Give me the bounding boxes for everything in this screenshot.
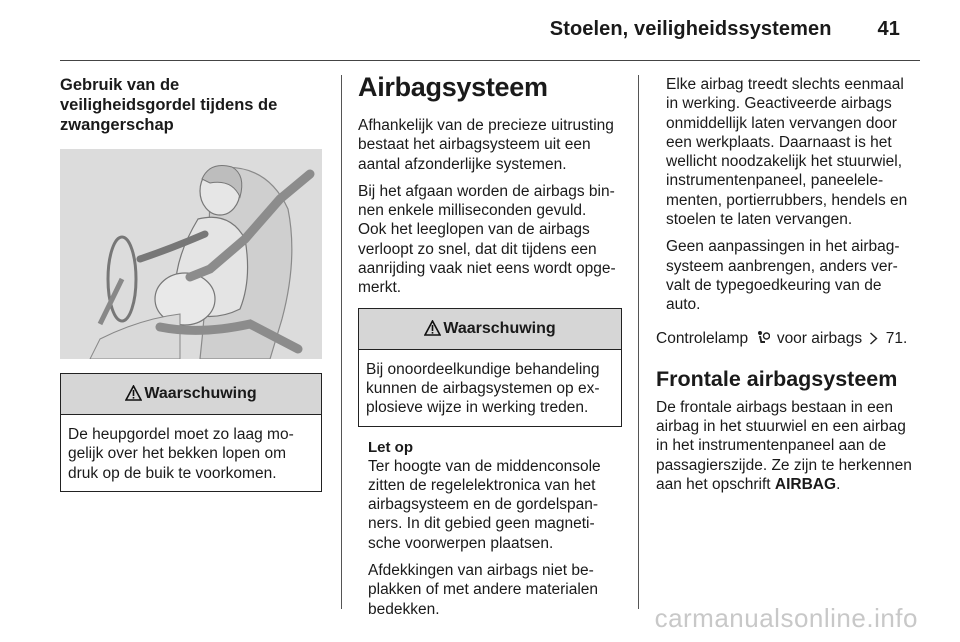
airbag-intro-paragraph [358,116,622,174]
warning-line: druk op de buik te voorkomen. [68,464,277,482]
warning-header [359,309,621,350]
warning-body [359,350,621,426]
warning-line: Bij onoordeelkundige behandeling [366,360,600,378]
column-divider-1 [341,75,342,609]
text-line: een werkplaats. Daarnaast is het [666,133,892,151]
text-line: onmiddellijk laten vervangen door [666,114,897,132]
text-line: Bij het afgaan worden de airbags bin- [358,182,615,200]
airbag-warning-lamp-icon [756,330,770,346]
text-line: ners. In dit gebied geen magneti- [368,515,595,533]
control-lamp-reference [656,329,924,348]
note-block [358,439,622,619]
control-lamp-label: Controlelamp [656,329,749,347]
heading-line: zwangerschap [60,116,174,134]
page-header [0,0,960,62]
pregnancy-heading [60,75,322,135]
warning-line: De heupgordel moet zo laag mo- [68,426,294,443]
column-2 [358,72,622,627]
text-line: bedekken. [368,600,440,618]
airbag-deploy-paragraph [358,182,622,298]
text-line: valt de typegoedkeuring van de [666,276,882,294]
note-title: Let op [368,438,413,456]
text-line: systeem aanbrengen, anders ver- [666,257,898,275]
warning-line: plosieve wijze in werking treden. [366,399,589,417]
text-line: bestaat het airbagsysteem uit een [358,136,591,154]
warning-line: kunnen de airbagsystemen op ex- [366,379,600,397]
text-line [656,475,924,494]
text-line: passagierszijde. Ze zijn te herkennen [656,456,912,474]
warning-title: Waarschuwing [443,319,556,337]
page-number: 41 [877,18,900,40]
text-line: Elke airbag treedt slechts eenmaal [666,76,904,93]
text-line: Ook het leeglopen van de airbags [358,221,590,239]
text-line: in werking. Geactiveerde airbags [666,95,892,113]
text-line: De frontale airbags bestaan in een [656,398,893,416]
warning-triangle-icon [125,385,142,401]
note-paragraph [368,561,622,619]
header-rule [60,60,920,61]
warning-line: gelijk over het bekken lopen om [68,445,286,463]
text-line: airbagsysteem en de gordelspan- [368,496,599,514]
airbag-warning-box [358,308,622,427]
section-title: Stoelen, veiligheidssystemen [549,18,832,40]
text-line: merkt. [358,279,402,297]
watermark: carmanualsonline.info [654,603,918,633]
text-line: verloopt zo snel, dat dit tijdens een [358,240,597,258]
text-line: menten, portierrubbers, hendels en [666,191,908,209]
frontal-airbag-paragraph [656,398,924,494]
warning-header [61,374,321,415]
column-3 [656,75,924,502]
airbag-replacement-paragraph [666,75,924,229]
text-line: sche voorwerpen plaatsen. [368,534,554,552]
column-divider-2 [638,75,639,609]
text-line: zitten de regelelektronica van het [368,476,596,494]
text-line: wellicht noodzakelijk het stuurwiel, [666,153,903,171]
column-1 [60,75,322,504]
text-line: nen enkele milliseconden gevuld. [358,202,587,220]
warning-body [61,415,321,491]
text-line: Geen aanpassingen in het airbag- [666,238,900,256]
text-line: Ter hoogte van de middenconsole [368,457,601,475]
text-line: plakken of met andere materialen [368,581,599,599]
text-line: stoelen te laten vervangen. [666,211,853,229]
text-line: Afdekkingen van airbags niet be- [368,562,594,580]
page-reference-arrow-icon [869,332,878,345]
page-reference[interactable]: 71. [885,329,908,347]
airbag-label: AIRBAG [774,476,837,494]
warning-title: Waarschuwing [144,385,257,402]
control-lamp-text: voor airbags [776,329,863,347]
note-paragraph [368,457,622,553]
pregnancy-warning-box [60,373,322,492]
airbag-modification-paragraph [666,237,924,314]
text-fragment: . [836,476,841,494]
pregnant-driver-illustration [60,149,322,359]
heading-line: veiligheidsgordel tijdens de [60,96,278,114]
text-line: aantal afzonderlijke systemen. [358,155,567,173]
text-line: Afhankelijk van de precieze uitrusting [358,117,614,134]
airbag-system-title: Airbagsysteem [358,72,548,102]
text-line: airbag in het stuurwiel en een airbag [656,418,906,436]
text-line: aanrijding vaak niet eens wordt opge- [358,260,616,278]
warning-triangle-icon [424,320,441,336]
text-line: auto. [666,296,701,314]
text-line: in het instrumentenpaneel aan de [656,437,887,455]
text-line: instrumentenpaneel, paneelele- [666,172,884,190]
frontal-airbag-title: Frontale airbagsysteem [656,366,898,391]
text-fragment: aan het opschrift [656,476,771,494]
page-header-text [550,18,900,41]
heading-line: Gebruik van de [60,76,180,94]
